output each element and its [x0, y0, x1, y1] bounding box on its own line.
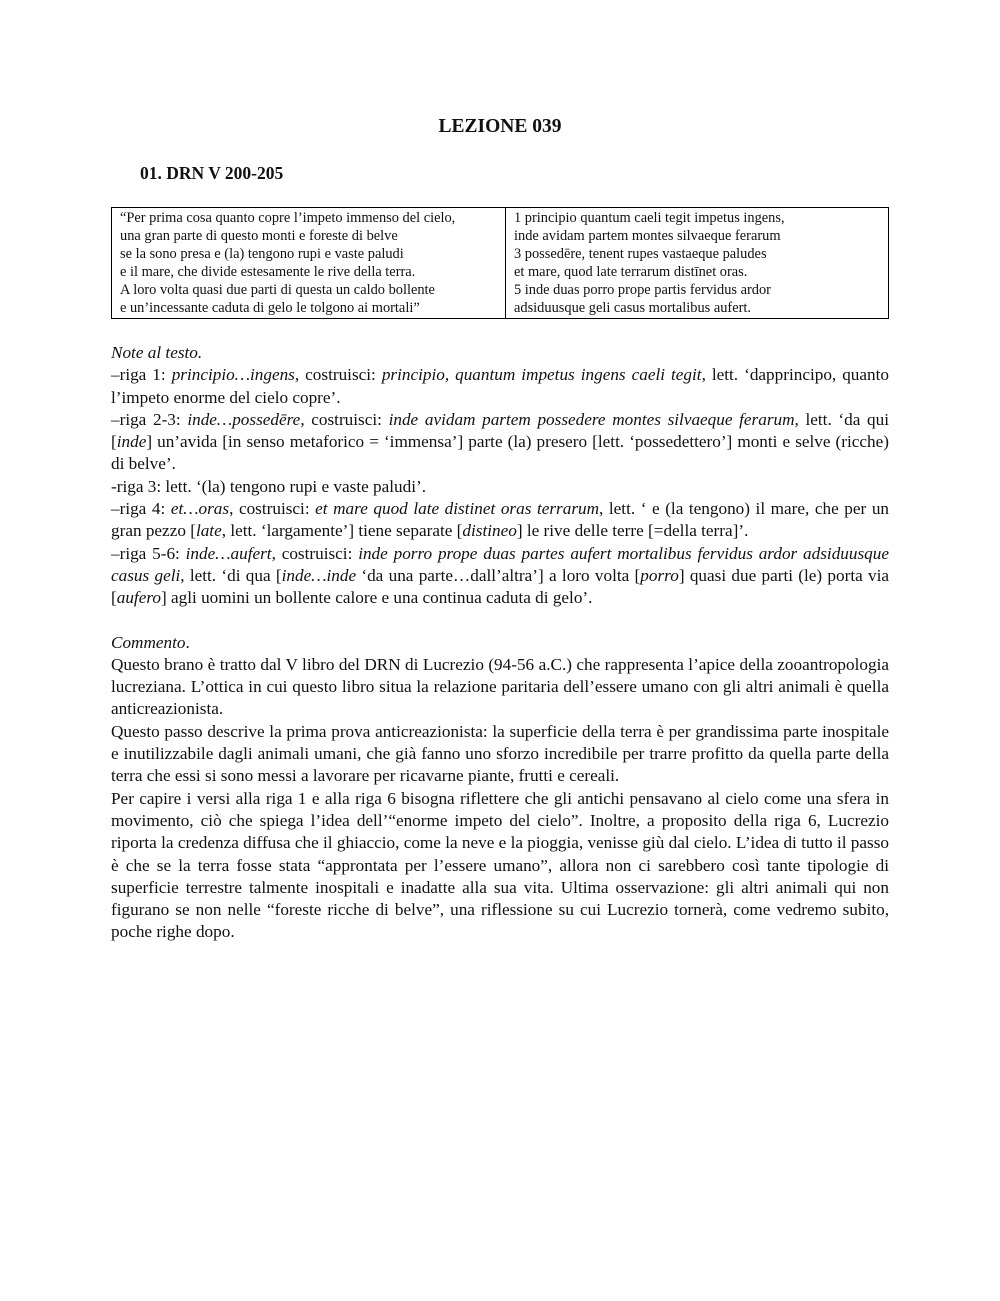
latin-line: 1 principio quantum caeli tegit impetus ingens,: [514, 210, 785, 226]
commento-paragraph: Per capire i versi alla riga 1 e alla riga 6 bisogna riflettere che gli antichi pensavano al cielo come una sfera in movimento, ciò che spiega l’idea dell’“enorme impeto del cielo”. Inoltre, a proposito della riga 6, Lucrezio riporta la credenza diffusa che il ghiaccio, come la neve e la pioggia, venisse giù dal cielo. L’idea di tutto il passo è che se la terra fosse stata “approntata per l’essere umano”, allora non ci sarebbero così tante tipologie di superficie terrestre talmente inospitali e inadatte alla sua vita. Ultima osservazione: gli altri animali qui non figurano se non nelle “foreste ricche di belve”, una riflessione su cui Lucrezio tornerà, come vedremo subito, poche righe dopo.: [111, 788, 889, 942]
note-riga-1: –riga 1: principio…ingens, costruisci: principio, quantum impetus ingens caeli tegit, lett. ‘dapprincipo, quanto l’impeto enorme del cielo copre’.: [111, 365, 889, 407]
commento-heading: Commento.: [111, 632, 190, 652]
italian-line: e un’incessante caduta di gelo le tolgono ai mortali”: [120, 300, 420, 316]
note-riga-3: -riga 3: lett. ‘(la) tengono rupi e vaste paludi’.: [111, 476, 426, 496]
commento-paragraph: Questo brano è tratto dal V libro del DRN di Lucrezio (94-56 a.C.) che rappresenta l’apice della zooantropologia lucreziana. L’ottica in cui questo libro situa la relazione paritaria dell’essere umano con gli altri animali è quella anticreazionista.: [111, 654, 889, 719]
translation-table: [111, 207, 889, 319]
italian-line: una gran parte di questo monti e foreste di belve: [120, 228, 398, 244]
note-riga-2-3: –riga 2-3: inde…possedēre, costruisci: inde avidam partem possedere montes silvaeque ferarum, lett. ‘da qui [inde] un’avida [in senso metaforico = ‘immensa’] parte (la) presero [lett. ‘possedettero’] monti e selve (ricche) di belve’.: [111, 409, 889, 474]
latin-line: et mare, quod late terrarum distīnet oras.: [514, 264, 748, 280]
italian-line: A loro volta quasi due parti di questa un caldo bollente: [120, 282, 435, 298]
note-riga-5-6: –riga 5-6: inde…aufert, costruisci: inde porro prope duas partes aufert mortalibus fervidus ardor adsiduusque casus geli, lett. ‘di qua [inde…inde ‘da una parte…dall’altra’] a loro volta [porro] quasi due parti (le) porta via [aufero] agli uomini un bollente calore e una continua caduta di gelo’.: [111, 543, 890, 608]
page-title: LEZIONE 039: [438, 116, 562, 137]
section-heading: 01. DRN V 200-205: [140, 163, 284, 183]
italian-line: e il mare, che divide estesamente le rive della terra.: [120, 264, 416, 280]
italian-translation-cell: [112, 208, 506, 319]
latin-line: 5 inde duas porro prope partis fervidus ardor: [514, 282, 771, 298]
commento-paragraph: Questo passo descrive la prima prova anticreazionista: la superficie della terra è per grandissima parte inospitale e inutilizzabile dagli animali umani, che già fanno uno sforzo incredibile per trarre profitto da quella parte della terra che essi si sono messi a lavorare per ricavarne piante, frutti e cereali.: [111, 721, 889, 786]
main-text: [111, 342, 889, 944]
italian-line: “Per prima cosa quanto copre l’impeto immenso del cielo,: [120, 210, 456, 226]
latin-line: 3 possedēre, tenent rupes vastaeque paludes: [514, 246, 767, 262]
note-riga-4: –riga 4: et…oras, costruisci: et mare quod late distinet oras terrarum, lett. ‘ e (la tengono) il mare, che per un gran pezzo [late, lett. ‘largamente’] tiene separate [distineo] le rive delle terre [=della terra]’.: [111, 499, 890, 541]
latin-text-cell: [506, 208, 889, 319]
italian-line: se la sono presa e (la) tengono rupi e vaste paludi: [120, 246, 404, 262]
latin-line: adsiduusque geli casus mortalibus aufert.: [514, 300, 751, 316]
notes-heading: Note al testo.: [111, 343, 203, 362]
latin-line: inde avidam partem montes silvaeque ferarum: [514, 228, 781, 244]
